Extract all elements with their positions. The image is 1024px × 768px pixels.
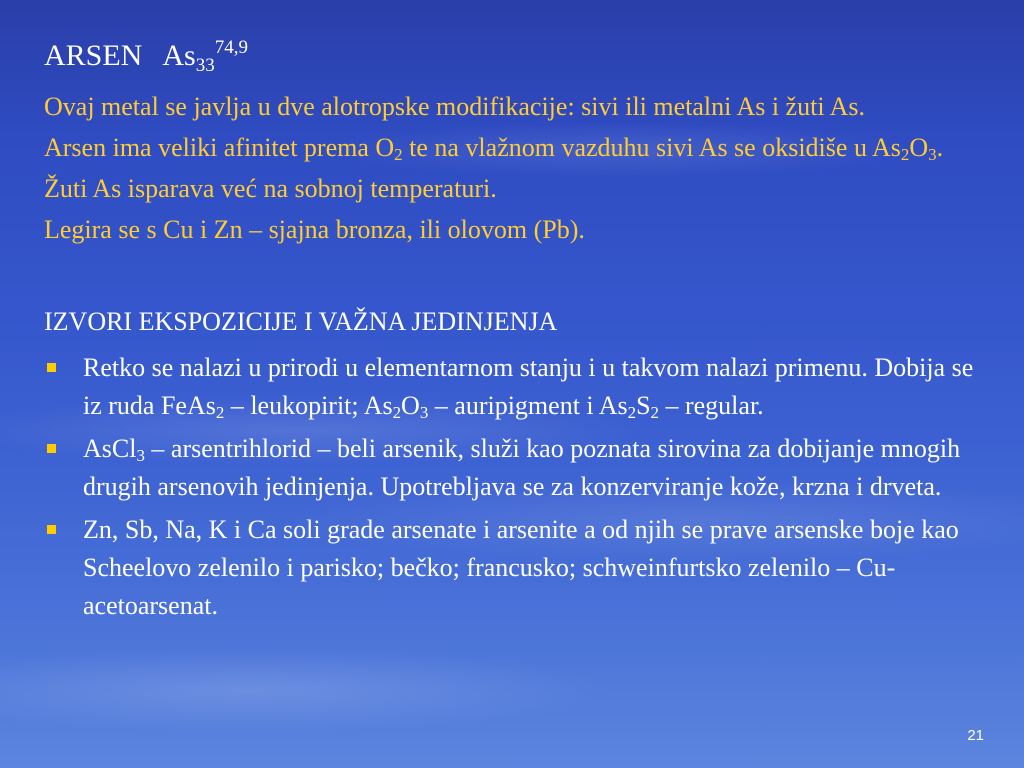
subscript: 2 bbox=[392, 403, 402, 423]
bullet-item bbox=[44, 511, 984, 625]
bullet-text: – arsentrihlorid – beli arsenik, služi kao poznata sirovina za dobijanje mnogih drugih arsenovih jedinjenja. Upotrebljava se za konzerviranje kože, krzna i drveta. bbox=[83, 434, 961, 501]
intro-paragraph-3: Legira se s Cu i Zn – sjajna bronza, ili olovom (Pb). bbox=[44, 215, 585, 244]
subscript: 3 bbox=[419, 403, 429, 423]
title-atomic-mass: 74,9 bbox=[214, 37, 248, 58]
title-symbol: As bbox=[162, 39, 196, 72]
section-heading: IZVORI EKSPOZICIJE I VAŽNA JEDINJENJA bbox=[44, 307, 558, 336]
subscript: 3 bbox=[136, 446, 145, 466]
title-element-name: ARSEN bbox=[44, 39, 143, 72]
bullet-text: S bbox=[636, 391, 651, 420]
intro-p2-text: . Žuti As isparava već na sobnoj temperaturi. bbox=[44, 133, 944, 203]
subscript: 3 bbox=[928, 145, 937, 165]
intro-p2-text: Arsen ima veliki afinitet prema O bbox=[44, 133, 395, 162]
subscript: 2 bbox=[394, 145, 403, 165]
intro-p2-text: O bbox=[909, 133, 929, 162]
bullet-text: – regular. bbox=[658, 391, 764, 420]
bullet-text: Zn, Sb, Na, K i Ca soli grade arsenate i arsenite a od njih se prave arsenske boje kao Scheelovo zelenilo i parisko; bečko; francusko; schweinfurtsko zelenilo – Cu-acetoarsenat. bbox=[83, 515, 959, 620]
subscript: 2 bbox=[650, 403, 659, 423]
page-number: 21 bbox=[967, 727, 984, 744]
intro-text bbox=[44, 86, 984, 250]
title-atomic-number: 33 bbox=[195, 55, 215, 76]
bullet-text: AsCl bbox=[83, 434, 137, 463]
square-bullet-icon bbox=[47, 444, 56, 453]
bullet-text: Retko se nalazi u prirodi u elementarnom stanju i u takvom nalazi primenu. Dobija se iz ruda FeAs bbox=[83, 353, 974, 420]
square-bullet-icon bbox=[47, 363, 56, 372]
bullet-item bbox=[44, 349, 984, 425]
square-bullet-icon bbox=[47, 525, 56, 534]
bullet-item bbox=[44, 430, 984, 506]
bullet-text: – auripigment i As bbox=[428, 391, 628, 420]
bullet-text: – leukopirit; As bbox=[224, 391, 393, 420]
slide-title bbox=[44, 36, 248, 76]
bullet-list bbox=[44, 349, 984, 630]
bullet-text: O bbox=[401, 391, 420, 420]
subscript: 2 bbox=[627, 403, 637, 423]
intro-p2-text: te na vlažnom vazduhu sivi As se oksidiše u As bbox=[402, 133, 901, 162]
subscript: 2 bbox=[215, 403, 225, 423]
intro-paragraph-2 bbox=[44, 127, 984, 209]
intro-paragraph-1: Ovaj metal se javlja u dve alotropske modifikacije: sivi ili metalni As i žuti As. bbox=[44, 92, 866, 121]
subscript: 2 bbox=[900, 145, 910, 165]
